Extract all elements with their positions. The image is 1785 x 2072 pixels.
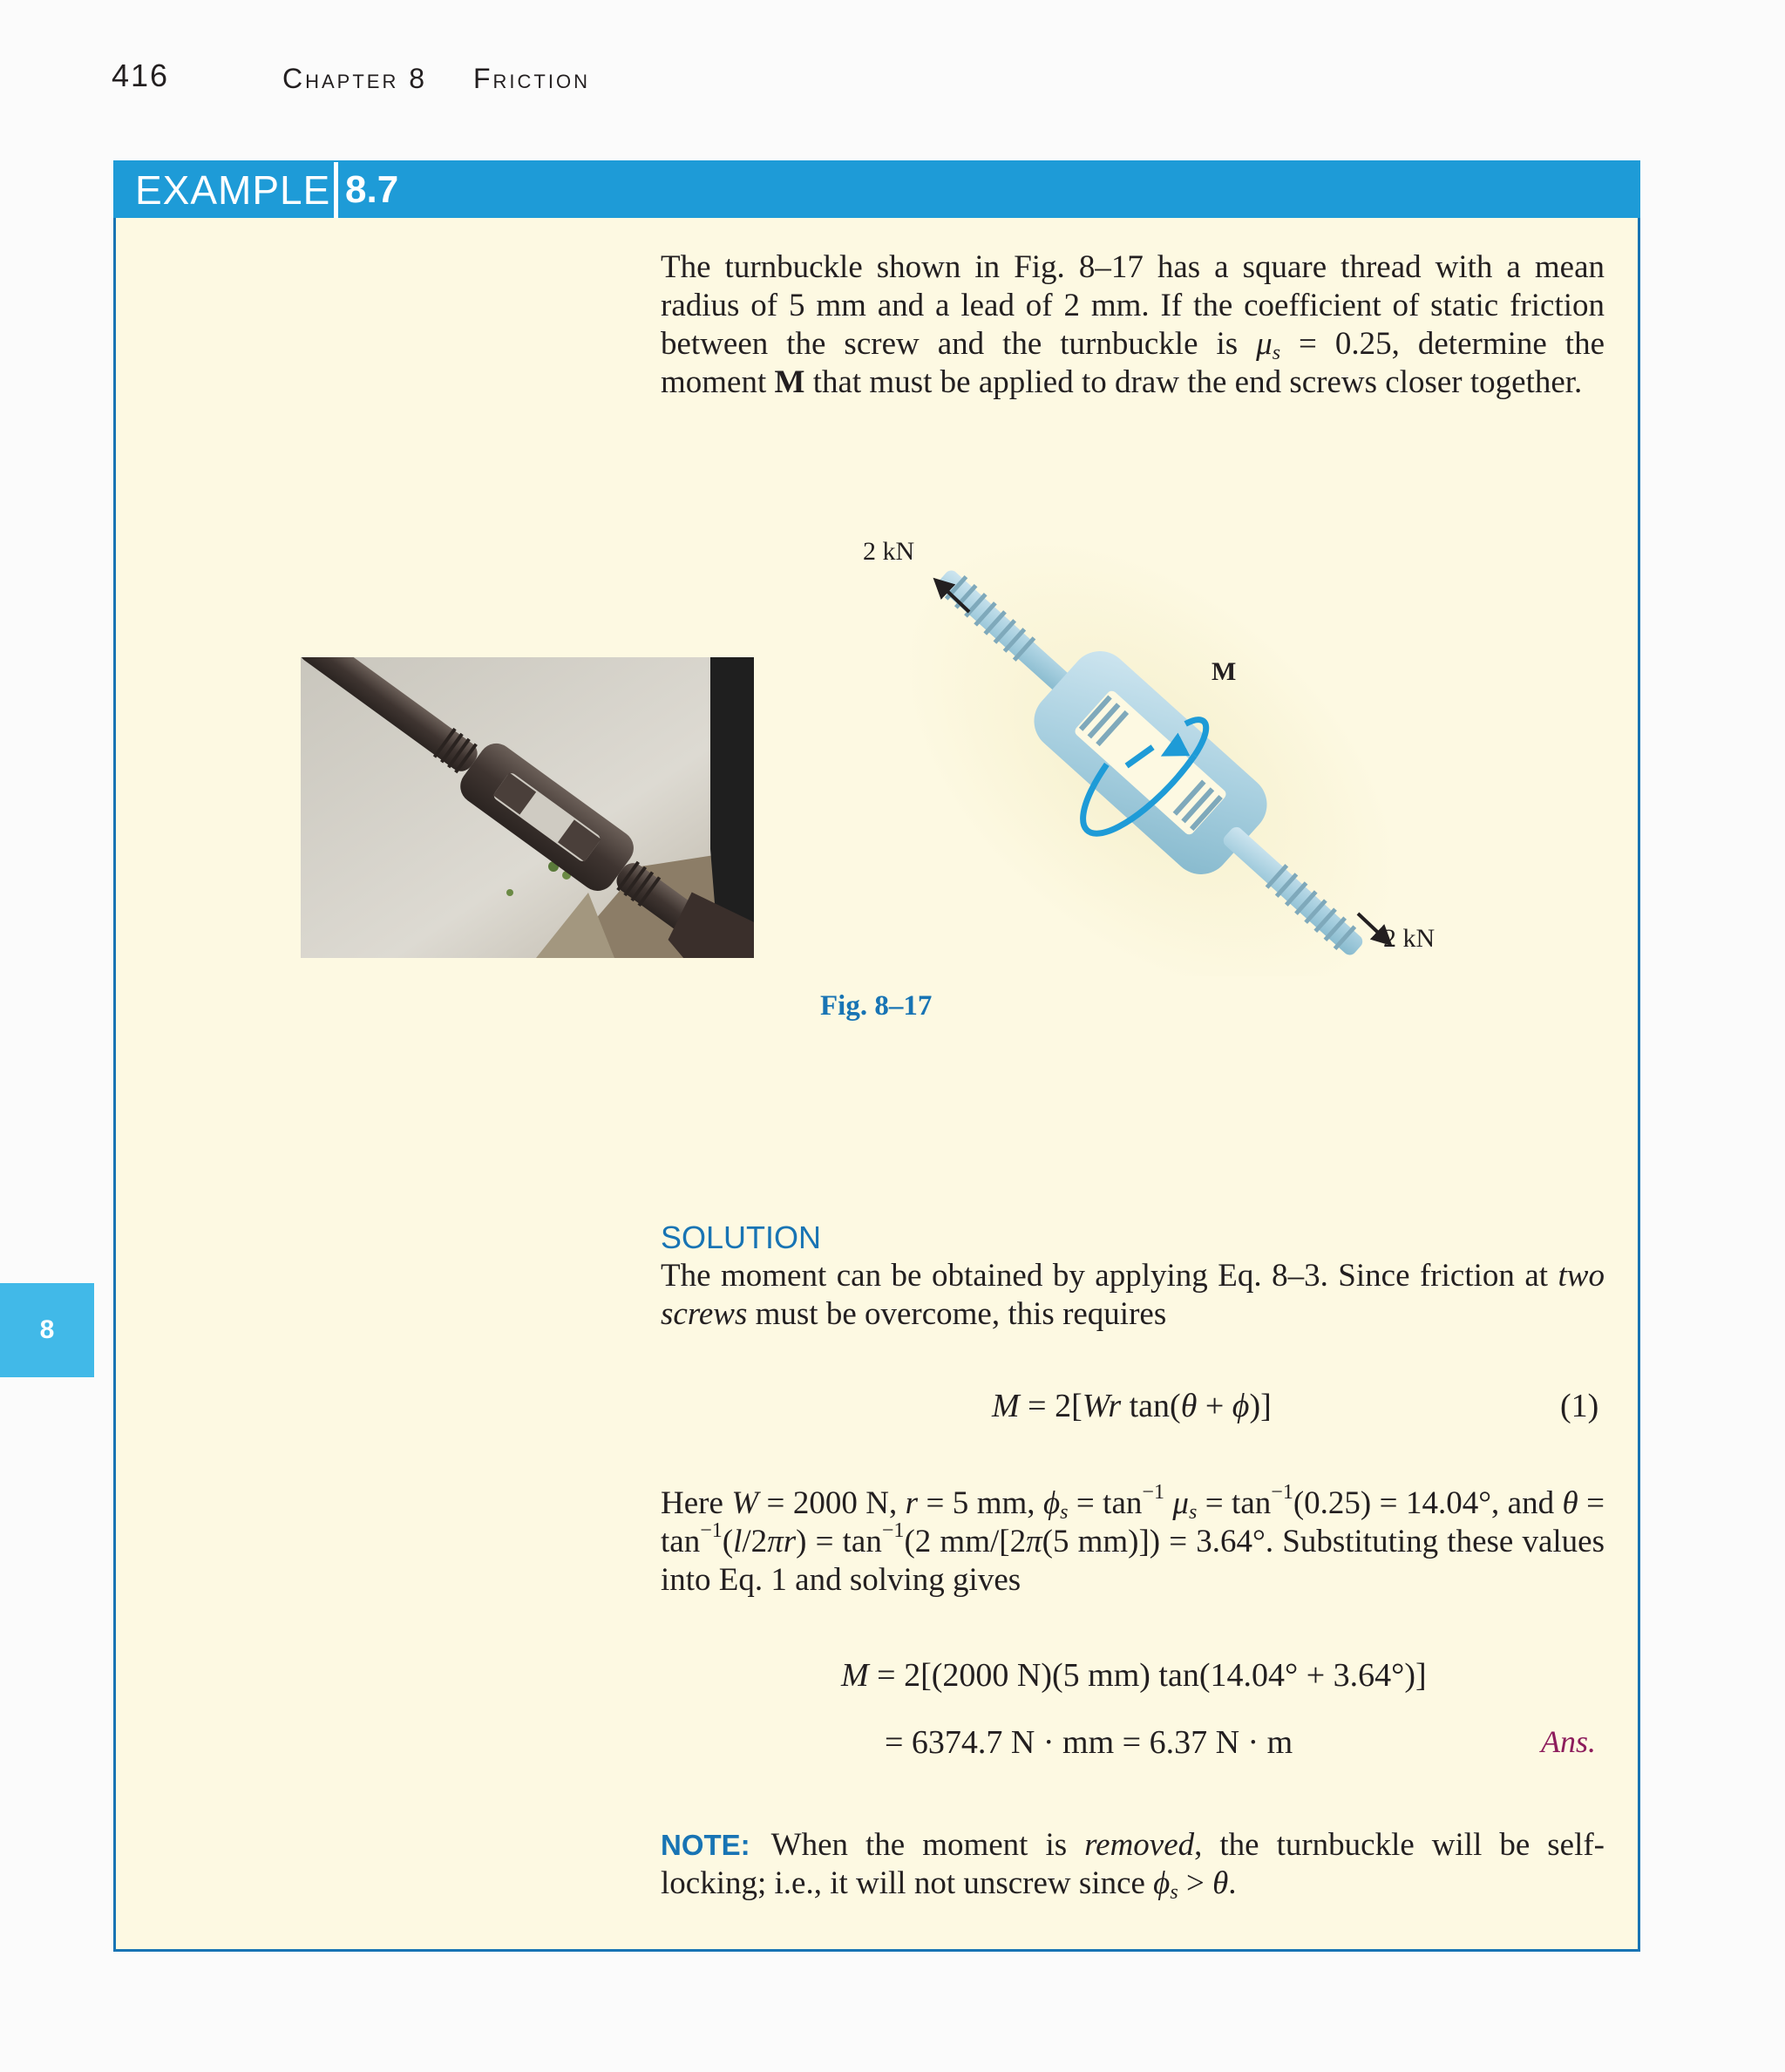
values-W: W xyxy=(731,1485,759,1521)
solution-italic: two screws xyxy=(661,1258,1605,1332)
values-r: r xyxy=(905,1485,919,1521)
note-phi: ϕ xyxy=(1153,1865,1171,1901)
values-a: Here xyxy=(661,1485,732,1521)
eq1-lhs: M xyxy=(992,1388,1020,1424)
solution-text-2: must be overcome, this requires xyxy=(747,1296,1167,1332)
values-n: (5 mm)]) = 3.64°. Substituting these values into Eq. 1 and solving gives xyxy=(661,1524,1605,1598)
eq1-part-c: )] xyxy=(1249,1388,1272,1424)
eq2-lhs: M xyxy=(841,1657,869,1694)
values-paragraph xyxy=(661,1481,1605,1600)
turnbuckle-photo xyxy=(301,657,754,958)
eq1-r: r xyxy=(1108,1388,1122,1424)
problem-text-1: The turnbuckle shown in Fig. 8–17 has a square thread with a mean radius of 5 mm and a lead of 2 mm. If the coefficient of static friction between the screw and the turnbuckle is xyxy=(661,249,1605,362)
values-phi-sub: s xyxy=(1060,1501,1069,1524)
solution-text xyxy=(661,1257,1605,1334)
values-inv2: −1 xyxy=(1271,1481,1293,1505)
example-divider xyxy=(334,162,338,218)
solution-heading: SOLUTION xyxy=(661,1219,822,1255)
mu-subscript: s xyxy=(1272,342,1281,364)
solution-text-1: The moment can be obtained by applying Eq. 8–3. Since friction at xyxy=(661,1258,1558,1294)
mu-symbol: μ xyxy=(1256,326,1273,362)
eq2-rhs: = 2[(2000 N)(5 mm) tan(14.04° + 3.64°)] xyxy=(868,1657,1427,1694)
values-e xyxy=(1164,1485,1172,1521)
equation-1 xyxy=(992,1387,1272,1425)
values-l: l xyxy=(733,1524,743,1559)
note-italic: removed xyxy=(1084,1827,1195,1863)
values-inv4: −1 xyxy=(881,1519,905,1543)
moment-label: M xyxy=(1211,657,1237,686)
problem-text-2: = 0.25, determine the moment xyxy=(661,326,1605,400)
turnbuckle-diagram xyxy=(819,523,1482,976)
values-inv3: −1 xyxy=(700,1519,723,1543)
note-b: , the turnbuckle will be self-locking; i.e., it will not unscrew since xyxy=(661,1827,1605,1901)
values-f: = tan xyxy=(1197,1485,1272,1521)
eq1-theta: θ xyxy=(1180,1388,1198,1424)
values-j: /2 xyxy=(742,1524,768,1559)
side-tab-label: 8 xyxy=(39,1315,55,1344)
equation-1-number: (1) xyxy=(1560,1388,1599,1424)
values-theta: θ xyxy=(1562,1485,1578,1521)
eq1-W: W xyxy=(1082,1388,1109,1424)
values-inv: −1 xyxy=(1142,1481,1164,1505)
equation-3: = 6374.7 N · mm = 6.37 N · m xyxy=(885,1724,1293,1761)
note-a: When the moment is xyxy=(770,1827,1085,1863)
values-pi: π xyxy=(767,1524,784,1559)
page-number: 416 xyxy=(112,58,170,93)
force-label-top: 2 kN xyxy=(863,537,915,566)
note-phi-sub: s xyxy=(1170,1881,1178,1904)
example-label: EXAMPLE xyxy=(135,167,331,213)
note-label: NOTE: xyxy=(661,1829,750,1861)
values-d: = tan xyxy=(1068,1485,1143,1521)
values-b: = 2000 N, xyxy=(758,1485,906,1521)
note-theta: θ xyxy=(1212,1865,1229,1901)
eq1-phi: ϕ xyxy=(1232,1388,1250,1424)
answer-label: Ans. xyxy=(1541,1724,1596,1759)
values-r2: r xyxy=(783,1524,797,1559)
problem-statement xyxy=(661,248,1605,402)
values-mu-sub: s xyxy=(1188,1501,1198,1524)
equation-2 xyxy=(841,1656,1427,1695)
problem-text-3: that must be applied to draw the end screws closer together. xyxy=(804,364,1583,400)
force-label-bottom: 2 kN xyxy=(1383,924,1435,953)
example-title-bar xyxy=(113,160,1640,218)
values-h: = tan xyxy=(661,1485,1605,1559)
chapter-side-tab xyxy=(0,1283,94,1377)
values-pi2: π xyxy=(1026,1524,1042,1559)
chapter-title: Friction xyxy=(473,63,590,94)
values-i: ( xyxy=(722,1524,734,1559)
chapter-label: Chapter 8 xyxy=(282,63,428,94)
values-k: ) = tan xyxy=(796,1524,882,1559)
eq1-part-b: tan( xyxy=(1121,1388,1181,1424)
values-g: (0.25) = 14.04°, and xyxy=(1293,1485,1563,1521)
values-phi: ϕ xyxy=(1042,1485,1061,1521)
values-m: (2 mm/[2 xyxy=(904,1524,1027,1559)
figure-caption: Fig. 8–17 xyxy=(820,990,933,1022)
eq1-plus: + xyxy=(1197,1388,1232,1424)
values-c: = 5 mm, xyxy=(918,1485,1043,1521)
moment-symbol: M xyxy=(774,364,805,400)
example-number: 8.7 xyxy=(345,168,399,211)
note-c: > xyxy=(1178,1865,1213,1901)
eq1-part-a: = 2[ xyxy=(1019,1388,1083,1424)
values-mu: μ xyxy=(1172,1485,1189,1521)
note-paragraph xyxy=(661,1826,1605,1903)
note-d: . xyxy=(1228,1865,1237,1901)
